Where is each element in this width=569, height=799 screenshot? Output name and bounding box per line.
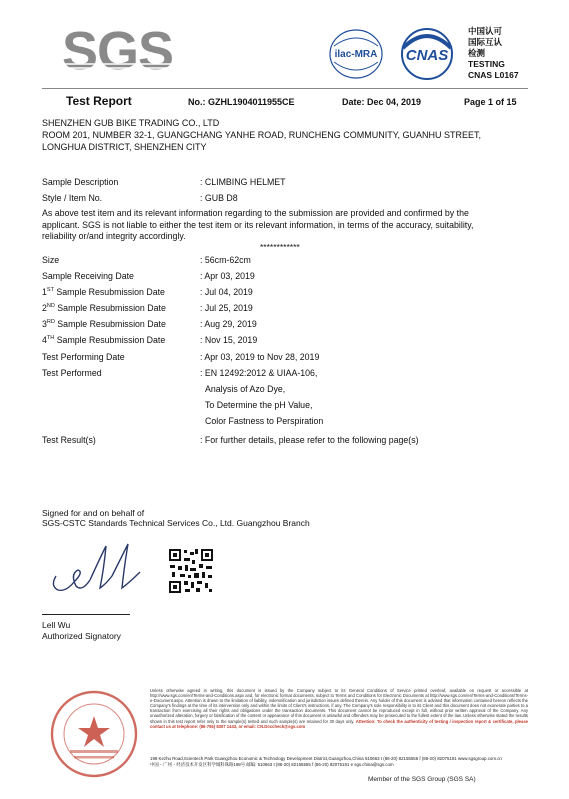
test-performed-item: To Determine the pH Value, bbox=[205, 400, 313, 410]
signature-line bbox=[42, 614, 130, 615]
signing-company: SGS-CSTC Standards Technical Services Co., Ltd. Guangzhou Branch bbox=[42, 518, 310, 528]
style-item-value: : GUB D8 bbox=[200, 193, 238, 203]
applicant-address-line1: ROOM 201, NUMBER 32-1, GUANGCHANG YANHE ROAD, RUNCHENG COMMUNITY, GUANHU STREET, bbox=[42, 130, 482, 140]
address-chinese: 中国・广州・经济技术开发区科学城科珠路198号 邮编: 510663 t (86-20) 82155555 f (86-20) 82075191 e sgs.china@sgs.com bbox=[150, 762, 394, 767]
address-english: 198 Kezhu Road,Scientech Park Guangzhou Economic & Technology Development District,Guangzhou,China 510663 t (86-20) 82155555 f (86-20) 82075191 www.sgsgroup.com.cn bbox=[150, 756, 502, 761]
test-performed-item: Analysis of Azo Dye, bbox=[205, 384, 286, 394]
sgs-group-membership: Member of the SGS Group (SGS SA) bbox=[368, 776, 476, 783]
test-performed-item: : EN 12492:2012 & UIAA-106, bbox=[200, 368, 318, 378]
accreditation-text bbox=[468, 26, 519, 81]
test-performed-list bbox=[200, 365, 323, 429]
authenticity-notice: Attention: To check the authenticity of testing / inspection report & certificate, please contact us at telephone: (86-755) 8307 1443, or email: CN.Doccheck@sgs.com bbox=[150, 718, 529, 729]
resubmission-4-value: : Nov 15, 2019 bbox=[200, 335, 258, 345]
test-result-value: : For further details, please refer to the following page(s) bbox=[200, 435, 419, 445]
style-item-label: Style / Item No. bbox=[42, 193, 103, 203]
resubmission-2-row bbox=[42, 302, 532, 315]
receiving-date-label: Sample Receiving Date bbox=[42, 271, 134, 281]
resubmission-1-label: 1ST Sample Resubmission Date bbox=[42, 287, 165, 297]
size-value: : 56cm-62cm bbox=[200, 255, 251, 265]
resubmission-2-label: 2ND Sample Resubmission Date bbox=[42, 303, 166, 313]
report-title: Test Report bbox=[66, 94, 132, 108]
signatory-role: Authorized Signatory bbox=[42, 631, 121, 641]
size-label: Size bbox=[42, 255, 60, 265]
page-number: Page 1 of 15 bbox=[464, 97, 517, 107]
sample-description-row bbox=[42, 176, 532, 189]
ilac-label: ilac-MRA bbox=[334, 49, 378, 60]
signed-on-behalf: Signed for and on behalf of bbox=[42, 508, 145, 518]
statement-line: applicant. SGS is not liable to either the test item or its relevant information, in terms of the accuracy, suitability, bbox=[42, 219, 474, 230]
disclaimer-text: Unless otherwise agreed in writing, this document is issued by the Company subject to its General Conditions of Service printed overleaf, available on request or accessible at http://www.sgs.com/en/Terms-and-Conditions.aspx and, for electronic format documents, subject to Terms and Conditions for Electronic Documents at http://www.sgs.com/en/Terms-and-Conditions/Terms-e-Document.aspx. Attention is drawn to the limitation of liability, indemnification and jurisdiction issues defined therein. Any holder of this document is advised that information contained hereon reflects the Company's findings at the time of its intervention only and within the limits of Client's instructions, if any. The Company's sole responsibility is to its Client and this document does not exonerate parties to a transaction from exercising all their rights and obligations under the transaction documents. This document cannot be reproduced except in full, without prior written approval of the Company. Any unauthorized alteration, forgery or falsification of the content or appearance of this document is unlawful and offenders may be prosecuted to the fullest extent of the law. Unless otherwise stated the results shown in this test report refer only to the sample(s) tested and such sample(s) are retained for 30 days only. bbox=[150, 688, 528, 724]
accreditation-line: 检测 bbox=[468, 48, 486, 58]
accreditation-line: TESTING bbox=[468, 59, 505, 69]
test-result-label: Test Result(s) bbox=[42, 435, 96, 445]
header-divider bbox=[42, 88, 528, 89]
applicant-name: SHENZHEN GUB BIKE TRADING CO., LTD bbox=[42, 118, 220, 128]
resubmission-3-value: : Aug 29, 2019 bbox=[200, 319, 257, 329]
test-performed-label: Test Performed bbox=[42, 368, 102, 378]
receiving-date-row bbox=[42, 270, 532, 283]
separator-stars: ************ bbox=[260, 242, 300, 252]
report-number: No.: GZHL1904011955CE bbox=[188, 97, 295, 107]
accreditation-line: CNAS L0167 bbox=[468, 70, 519, 80]
signatory-name: Lell Wu bbox=[42, 620, 71, 630]
report-date: Date: Dec 04, 2019 bbox=[342, 97, 422, 107]
resubmission-4-row bbox=[42, 334, 532, 347]
cnas-label: CNAS bbox=[405, 47, 449, 64]
receiving-date-value: : Apr 03, 2019 bbox=[200, 271, 255, 281]
sample-description-value: : CLIMBING HELMET bbox=[200, 177, 286, 187]
sgs-logo: SGS bbox=[62, 21, 174, 81]
resubmission-1-value: : Jul 04, 2019 bbox=[200, 287, 253, 297]
sgs-logo-stripes bbox=[62, 20, 172, 82]
style-item-row bbox=[42, 192, 532, 205]
handwritten-signature bbox=[44, 538, 154, 598]
test-result-row bbox=[42, 434, 532, 447]
test-performed-row bbox=[42, 367, 532, 431]
performing-date-label: Test Performing Date bbox=[42, 352, 125, 362]
resubmission-4-label: 4TH Sample Resubmission Date bbox=[42, 335, 166, 345]
resubmission-2-value: : Jul 25, 2019 bbox=[200, 303, 253, 313]
statement-line: reliability or/and integrity accordingly. bbox=[42, 231, 186, 241]
legal-disclaimer bbox=[150, 688, 528, 729]
resubmission-3-row bbox=[42, 318, 532, 331]
sample-description-label: Sample Description bbox=[42, 177, 119, 187]
resubmission-3-label: 3RD Sample Resubmission Date bbox=[42, 319, 166, 329]
performing-date-value: : Apr 03, 2019 to Nov 28, 2019 bbox=[200, 352, 320, 362]
resubmission-1-row bbox=[42, 286, 532, 299]
performing-date-row bbox=[42, 351, 532, 364]
accreditation-line: 中国认可 bbox=[468, 26, 503, 36]
size-row bbox=[42, 254, 532, 267]
statement-line: As above test item and its relevant information regarding to the submission are provided and confirmed by the bbox=[42, 208, 469, 218]
company-stamp-icon bbox=[48, 688, 140, 780]
applicant-address-line2: LONGHUA DISTRICT, SHENZHEN CITY bbox=[42, 142, 207, 152]
company-address bbox=[150, 756, 528, 768]
liability-statement bbox=[42, 208, 526, 243]
qr-code-icon bbox=[168, 548, 214, 594]
ilac-mra-icon bbox=[326, 26, 386, 82]
test-performed-item: Color Fastness to Perspiration bbox=[205, 416, 324, 426]
accreditation-line: 国际互认 bbox=[468, 37, 503, 47]
cnas-icon bbox=[393, 26, 461, 82]
